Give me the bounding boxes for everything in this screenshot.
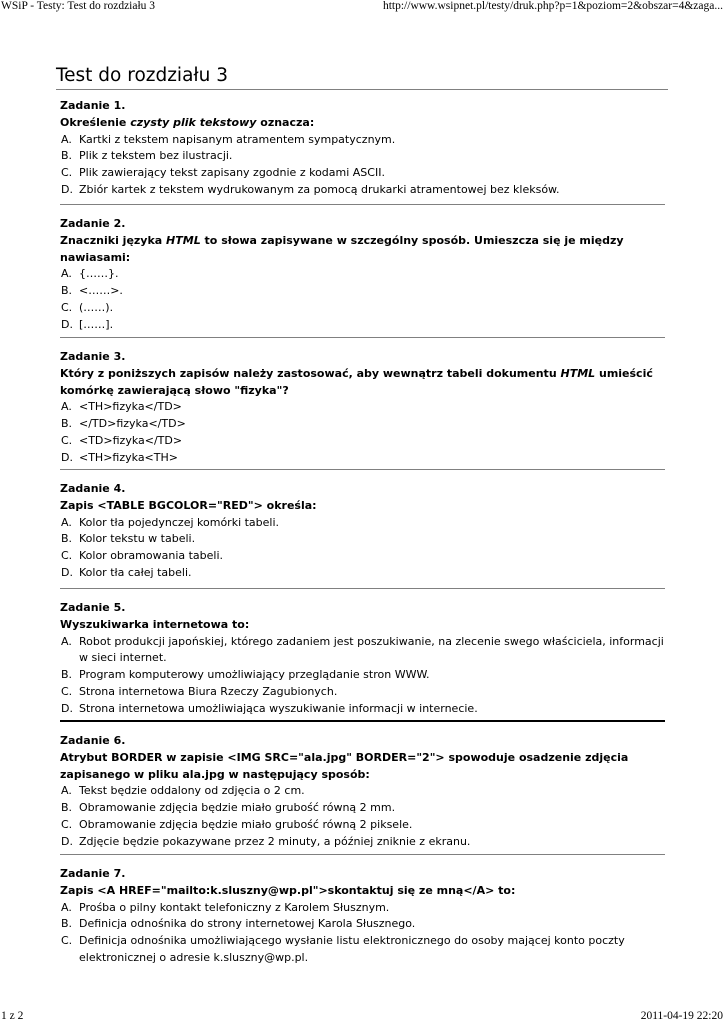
answer-list (60, 266, 665, 333)
answer-letter: B. (61, 668, 73, 682)
answer-option (60, 416, 665, 433)
answer-text: Zdjęcie będzie pokazywane przez 2 minuty, a później zniknie z ekranu. (79, 834, 471, 848)
answer-letter: C. (61, 300, 73, 314)
answer-list (60, 900, 665, 967)
answer-text: Program komputerowy umożliwiający przeglądanie stron WWW. (79, 668, 430, 682)
answer-letter: A. (61, 634, 72, 648)
answer-option (60, 300, 665, 317)
page-title: Test do rozdziału 3 (56, 65, 668, 90)
answer-text: Prośba o pilny kontakt telefoniczny z Karolem Słusznym. (79, 900, 390, 914)
question-text: Atrybut BORDER w zapisie <IMG SRC="ala.jpg" BORDER="2"> spowoduje osadzenie zdjęcia zapisanego w pliku ala.jpg w następujący sposób: (60, 750, 629, 781)
answer-option (60, 433, 665, 450)
answer-text: Strona internetowa Biura Rzeczy Zagubionych. (79, 684, 338, 698)
answer-option (60, 450, 665, 467)
question-1 (60, 98, 665, 199)
answer-option (60, 800, 665, 817)
answer-text: Obramowanie zdjęcia będzie miało grubość równą 2 piksele. (79, 817, 413, 831)
answer-option (60, 933, 665, 967)
page-counter: 1 z 2 (1, 1010, 24, 1022)
question-number: Zadanie 2. (60, 217, 126, 230)
answer-text: {……}. (79, 267, 119, 281)
answer-text: [……]. (79, 317, 114, 331)
answer-option (60, 565, 665, 582)
answer-option (60, 531, 665, 548)
answer-letter: D. (61, 182, 73, 196)
answer-text: Plik z tekstem bez ilustracji. (79, 149, 233, 163)
answer-text: Tekst będzie oddalony od zdjęcia o 2 cm. (79, 784, 305, 798)
answer-text: <TD>fizyka</TD> (79, 433, 183, 447)
question-divider (60, 204, 665, 205)
answer-letter: C. (61, 817, 73, 831)
question-3 (60, 349, 665, 467)
answer-option (60, 317, 665, 334)
answer-text: Kolor tła pojedynczej komórki tabeli. (79, 515, 280, 529)
question-divider (60, 720, 665, 722)
answer-option (60, 634, 665, 668)
answer-option (60, 817, 665, 834)
answer-option (60, 834, 665, 851)
answer-text: (……). (79, 300, 114, 314)
answer-text: Plik zawierający tekst zapisany zgodnie z kodami ASCII. (79, 166, 385, 180)
answer-text: </TD>fizyka</TD> (79, 417, 186, 431)
print-header-url: http://www.wsipnet.pl/testy/druk.php?p=1&poziom=2&obszar=4&zaga... (382, 0, 723, 12)
question-7 (60, 866, 665, 967)
answer-letter: B. (61, 801, 73, 815)
answer-list (60, 399, 665, 466)
question-4 (60, 481, 665, 582)
question-text: Który z poniższych zapisów należy zastosować, aby wewnątrz tabeli dokumentu HTML umieścić komórkę zawierającą słowo "fizyka"? (60, 366, 653, 397)
answer-letter: D. (61, 565, 73, 579)
answer-text: <……>. (79, 284, 123, 298)
question-text: Zapis <A HREF="mailto:k.sluszny@wp.pl">skontaktuj się ze mną</A> to: (60, 883, 516, 897)
answer-text: Robot produkcji japońskiej, którego zadaniem jest poszukiwanie, na zlecenie swego właściciela, informacji w sieci internet. (79, 634, 664, 665)
answer-text: Obramowanie zdjęcia będzie miało grubość równą 2 mm. (79, 801, 396, 815)
question-text: Wyszukiwarka internetowa to: (60, 617, 250, 631)
answer-option (60, 266, 665, 283)
question-number: Zadanie 7. (60, 867, 126, 880)
question-number: Zadanie 3. (60, 350, 126, 363)
answer-letter: A. (61, 400, 72, 414)
answer-letter: A. (61, 132, 72, 146)
answer-letter: A. (61, 267, 72, 281)
answer-text: Strona internetowa umożliwiająca wyszukiwanie informacji w internecie. (79, 701, 478, 715)
question-number: Zadanie 4. (60, 482, 126, 495)
answer-letter: D. (61, 450, 73, 464)
answer-list (60, 132, 665, 199)
answer-option (60, 165, 665, 182)
answer-text: Kartki z tekstem napisanym atramentem sympatycznym. (79, 132, 396, 146)
answer-list (60, 515, 665, 582)
answer-option (60, 399, 665, 416)
answer-letter: D. (61, 317, 73, 331)
question-divider (60, 337, 665, 338)
print-footer (0, 1010, 724, 1024)
answer-letter: C. (61, 684, 73, 698)
answer-text: <TH>fizyka</TD> (79, 400, 182, 414)
question-divider (60, 469, 665, 470)
answer-list (60, 783, 665, 850)
question-divider (60, 854, 665, 855)
print-header-title: WSiP - Testy: Test do rozdziału 3 (1, 0, 156, 12)
answer-option (60, 783, 665, 800)
answer-letter: B. (61, 149, 73, 163)
answer-text: Definicja odnośnika do strony internetowej Karola Słusznego. (79, 917, 416, 931)
answer-option (60, 515, 665, 532)
answer-option (60, 916, 665, 933)
answer-letter: B. (61, 917, 73, 931)
answer-letter: C. (61, 934, 73, 948)
print-datetime: 2011-04-19 22:20 (640, 1010, 723, 1022)
question-6 (60, 733, 665, 851)
answer-letter: B. (61, 284, 73, 298)
answer-option (60, 667, 665, 684)
answer-list (60, 634, 665, 718)
answer-text: Definicja odnośnika umożliwiającego wysłanie listu elektronicznego do osoby mającej konto poczty elektronicznej o adresie k.sluszny@wp.pl. (79, 934, 625, 964)
question-number: Zadanie 6. (60, 734, 126, 747)
answer-option (60, 148, 665, 165)
answer-letter: D. (61, 701, 73, 715)
question-divider (60, 588, 665, 589)
question-5 (60, 600, 665, 718)
answer-text: Kolor obramowania tabeli. (79, 549, 224, 563)
answer-option (60, 132, 665, 149)
answer-option (60, 900, 665, 917)
question-text: Znaczniki języka HTML to słowa zapisywane w szczególny sposób. Umieszcza się je między nawiasami: (60, 233, 624, 264)
answer-option (60, 548, 665, 565)
answer-text: Zbiór kartek z tekstem wydrukowanym za pomocą drukarki atramentowej bez kleksów. (79, 182, 560, 196)
answer-letter: C. (61, 166, 73, 180)
answer-letter: C. (61, 433, 73, 447)
question-number: Zadanie 5. (60, 601, 126, 614)
print-header (0, 0, 724, 14)
question-number: Zadanie 1. (60, 99, 126, 112)
answer-text: Kolor tekstu w tabeli. (79, 532, 196, 546)
answer-letter: C. (61, 549, 73, 563)
answer-letter: A. (61, 900, 72, 914)
answer-option (60, 701, 665, 718)
answer-text: Kolor tła całej tabeli. (79, 565, 192, 579)
answer-letter: D. (61, 834, 73, 848)
answer-option (60, 182, 665, 199)
answer-text: <TH>fizyka<TH> (79, 450, 178, 464)
answer-option (60, 684, 665, 701)
answer-letter: B. (61, 417, 73, 431)
question-text: Zapis <TABLE BGCOLOR="RED"> określa: (60, 498, 317, 512)
answer-letter: B. (61, 532, 73, 546)
answer-letter: A. (61, 784, 72, 798)
answer-option (60, 283, 665, 300)
question-2 (60, 216, 665, 334)
question-text: Określenie czysty plik tekstowy oznacza: (60, 115, 315, 129)
answer-letter: A. (61, 515, 72, 529)
